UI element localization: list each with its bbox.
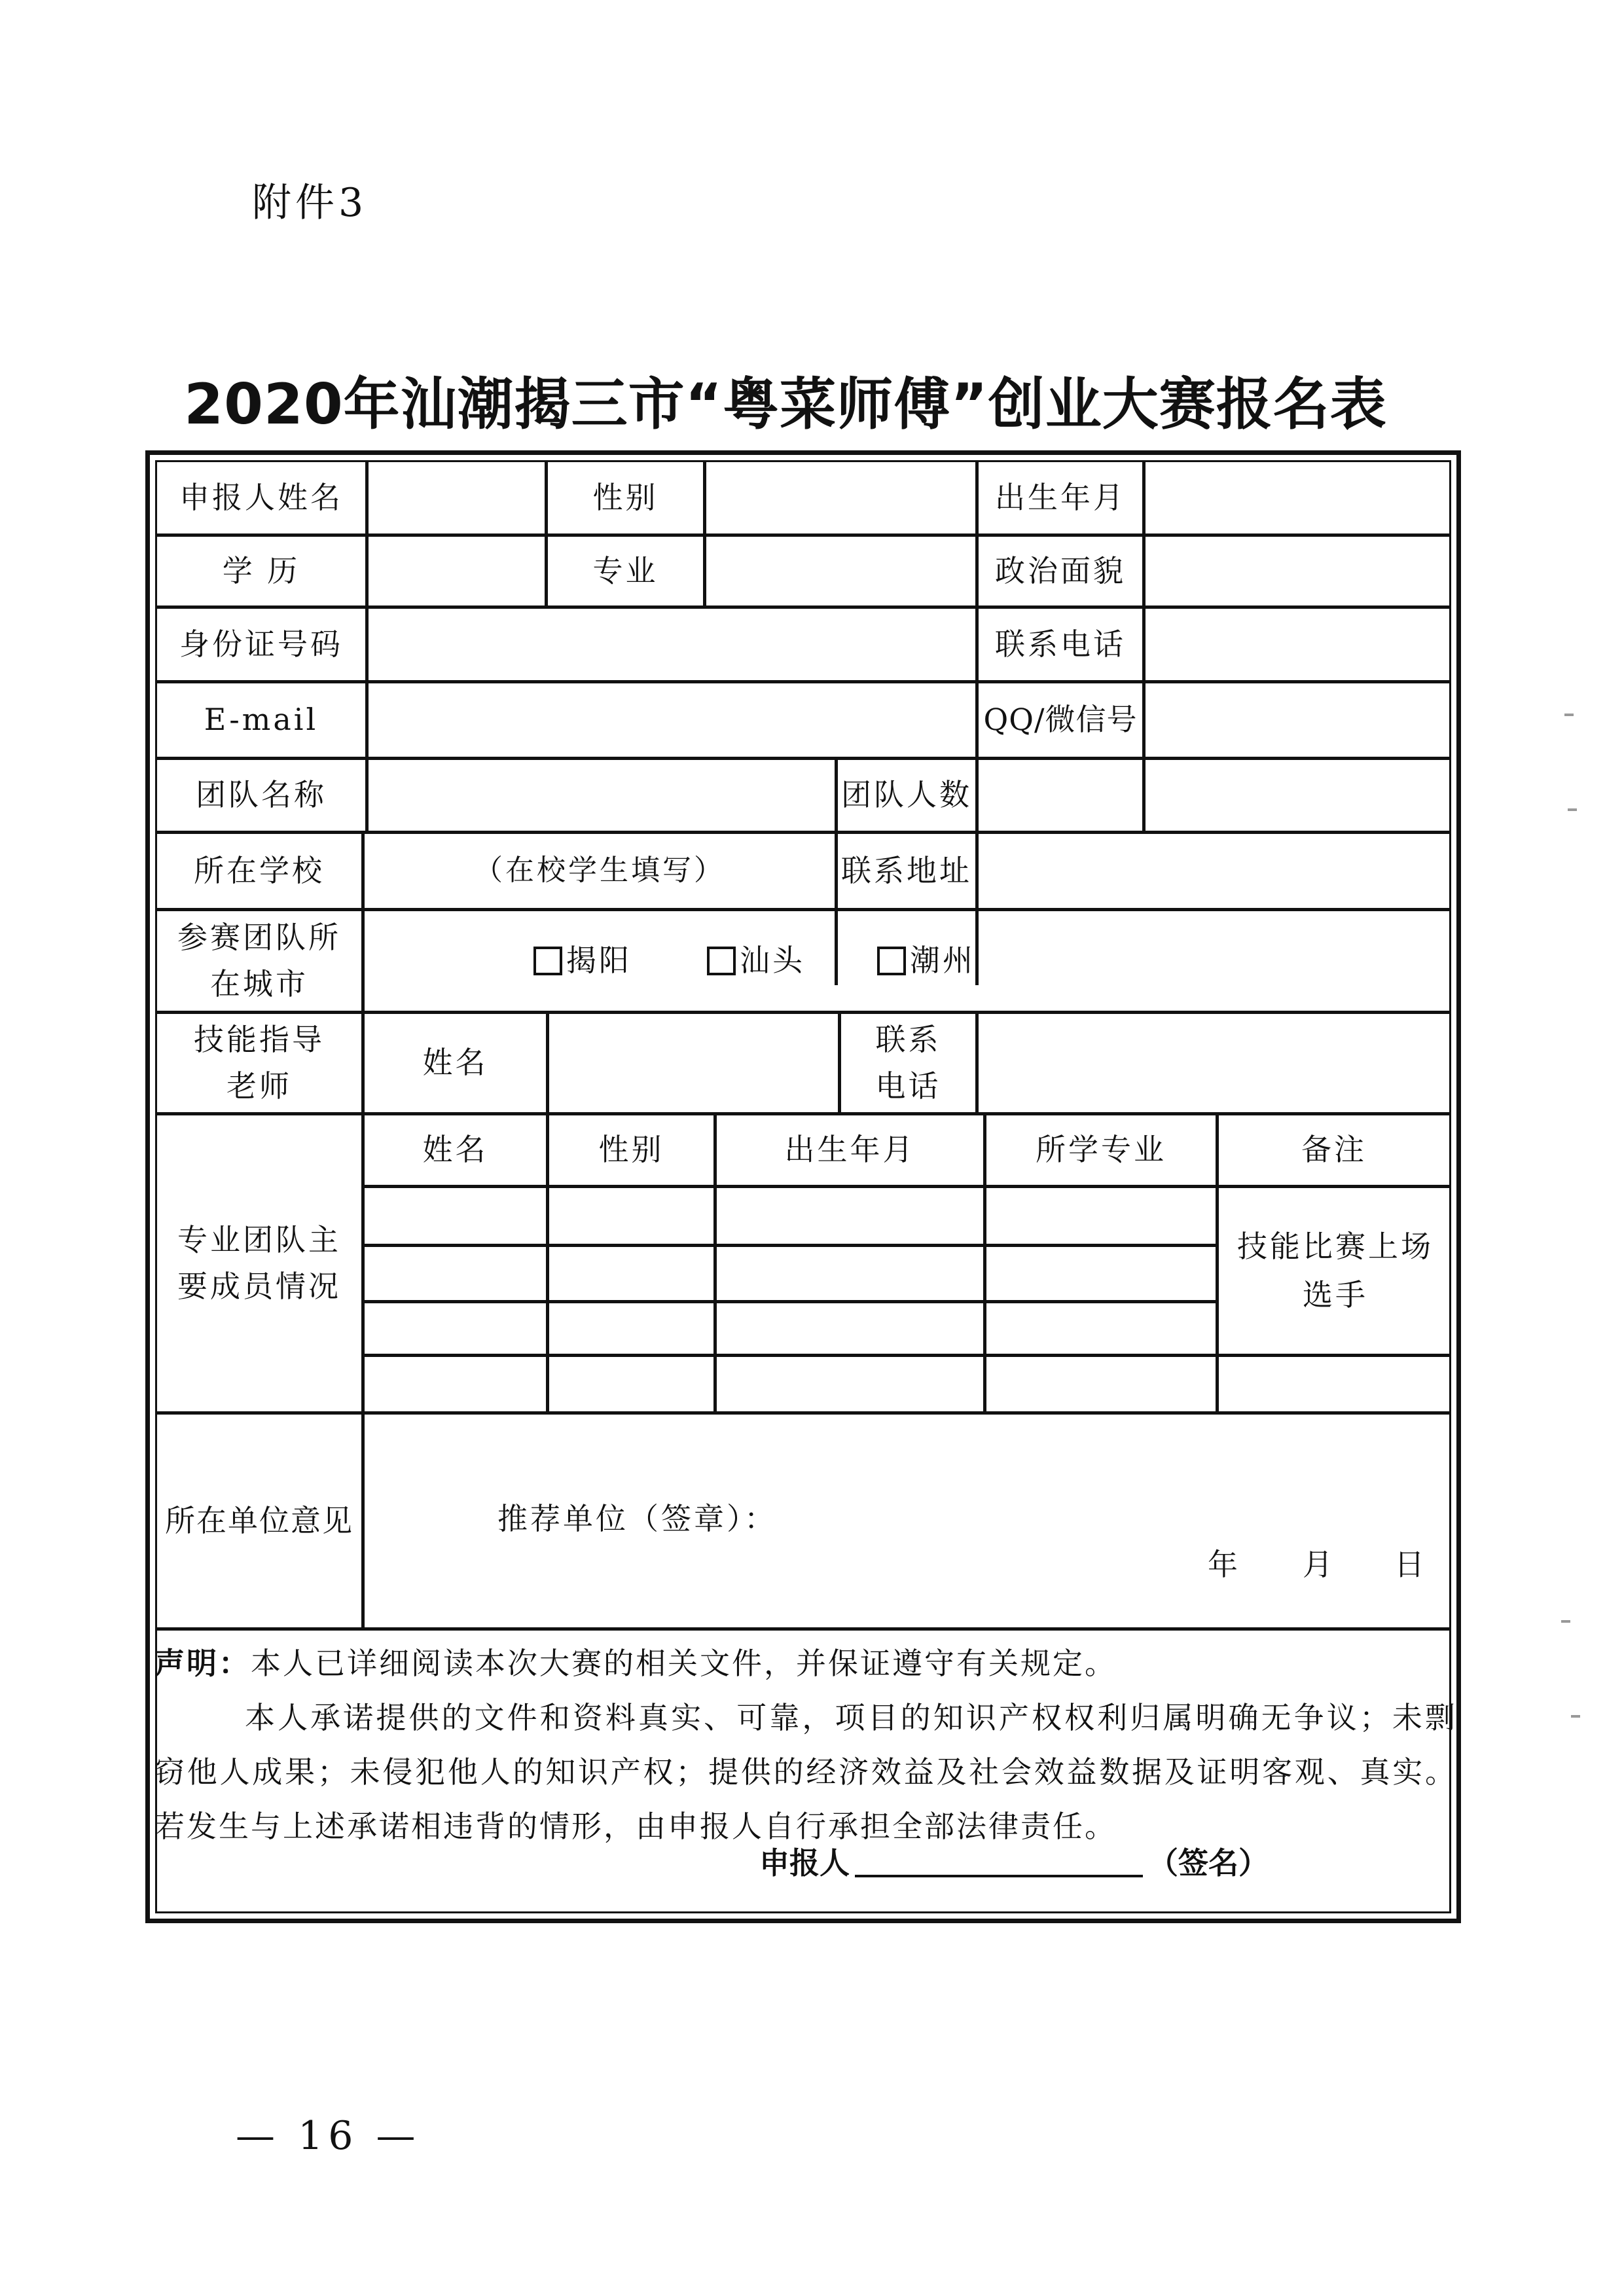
header-member-remark: 备注 [1301, 1132, 1367, 1168]
scan-speck [1568, 808, 1577, 811]
mentor-phone-field[interactable] [979, 1014, 1449, 1112]
major-field[interactable] [706, 537, 975, 605]
header-member-gender: 性别 [598, 1132, 664, 1168]
city-option-chaozhou[interactable] [854, 911, 998, 1011]
label-mentor-phone: 联系电话 [875, 1021, 941, 1104]
team-size-field[interactable] [979, 760, 1449, 831]
qq-wechat-field[interactable] [1146, 683, 1449, 757]
label-team-city: 参赛团队所在城市 [177, 919, 341, 1002]
date-year: 年 [1208, 1547, 1240, 1583]
city-option-jieyang[interactable] [511, 911, 655, 1011]
scan-speck [1564, 714, 1574, 716]
birth-date-field[interactable] [1146, 462, 1449, 533]
label-birth-date: 出生年月 [995, 479, 1126, 515]
form-title: 2020年汕潮揭三市“粤菜师傅”创业大赛报名表 [184, 372, 1387, 437]
political-status-field[interactable] [1146, 537, 1449, 605]
label-mentor: 技能指导老师 [194, 1021, 325, 1104]
city-option-shantou[interactable] [684, 911, 828, 1011]
label-phone: 联系电话 [995, 626, 1126, 662]
member-cell[interactable] [365, 1188, 546, 1244]
remark-note: 技能比赛上场选手 [1237, 1228, 1434, 1312]
declaration-label: 声明： [154, 1646, 251, 1681]
school-field[interactable]: （在校学生填写） [474, 854, 725, 888]
team-name-field[interactable] [369, 760, 835, 831]
scan-speck [1571, 1715, 1580, 1718]
sign-suffix: （签名） [1148, 1845, 1269, 1881]
signature-row [759, 1839, 1269, 1883]
declaration [154, 1636, 1457, 1854]
label-school: 所在学校 [194, 852, 325, 888]
mentor-name-field[interactable] [549, 1014, 838, 1112]
id-number-field[interactable] [369, 609, 975, 680]
education-field[interactable] [369, 537, 545, 605]
label-unit-opinion: 所在单位意见 [165, 1502, 353, 1538]
label-gender: 性别 [592, 479, 659, 515]
declaration-line1: 本人已详细阅读本次大赛的相关文件，并保证遵守有关规定。 [251, 1646, 1117, 1681]
recommender-label: 推荐单位（签章）： [497, 1501, 777, 1537]
member-cell[interactable] [365, 1303, 546, 1354]
email-field[interactable] [369, 683, 975, 757]
label-team-name: 团队名称 [196, 777, 327, 813]
label-mentor-name: 姓名 [422, 1045, 488, 1081]
city-label: 潮州 [910, 943, 975, 979]
member-cell[interactable] [365, 1357, 546, 1411]
label-applicant-name: 申报人姓名 [179, 479, 343, 515]
col-line [835, 757, 838, 831]
city-label: 汕头 [740, 943, 805, 979]
col-line [838, 1011, 841, 1112]
row-line [157, 1627, 1449, 1631]
city-label: 揭阳 [566, 943, 632, 979]
scan-speck [1561, 1620, 1570, 1623]
date-day: 日 [1394, 1547, 1427, 1583]
gender-field[interactable] [706, 462, 975, 533]
label-education: 学 历 [222, 552, 300, 588]
label-email: E-mail [204, 702, 319, 738]
checkbox-icon[interactable] [707, 947, 736, 975]
label-members: 专业团队主要成员情况 [177, 1221, 341, 1304]
applicant-name-field[interactable] [369, 462, 545, 533]
signer-label: 申报人 [759, 1845, 850, 1881]
attachment-label: 附件3 [252, 180, 368, 226]
header-member-birth: 出生年月 [784, 1132, 916, 1168]
header-member-name: 姓名 [422, 1132, 488, 1168]
checkbox-icon[interactable] [877, 947, 906, 975]
declaration-paragraph: 本人承诺提供的文件和资料真实、可靠，项目的知识产权权利归属明确无争议；未剽窃他人成果；未侵犯他人的知识产权；提供的经济效益及社会效益数据及证明客观、真实。若发生与上述承诺相违背的情形，由申报人自行承担全部法律责任。 [154, 1700, 1457, 1844]
date-month: 月 [1303, 1547, 1335, 1583]
label-qq-wechat: QQ/微信号 [983, 702, 1138, 738]
label-address: 联系地址 [841, 852, 972, 888]
checkbox-icon[interactable] [533, 947, 562, 975]
phone-field[interactable] [1146, 609, 1449, 680]
page-number: — 16 — [236, 2113, 421, 2159]
member-cell[interactable] [365, 1247, 546, 1300]
signature-line[interactable] [855, 1846, 1143, 1877]
label-id-number: 身份证号码 [179, 626, 343, 662]
label-major: 专业 [592, 552, 659, 588]
label-political-status: 政治面貌 [995, 552, 1126, 588]
label-team-size: 团队人数 [841, 777, 972, 813]
header-member-major: 所学专业 [1036, 1132, 1166, 1168]
address-field[interactable] [979, 834, 1449, 908]
